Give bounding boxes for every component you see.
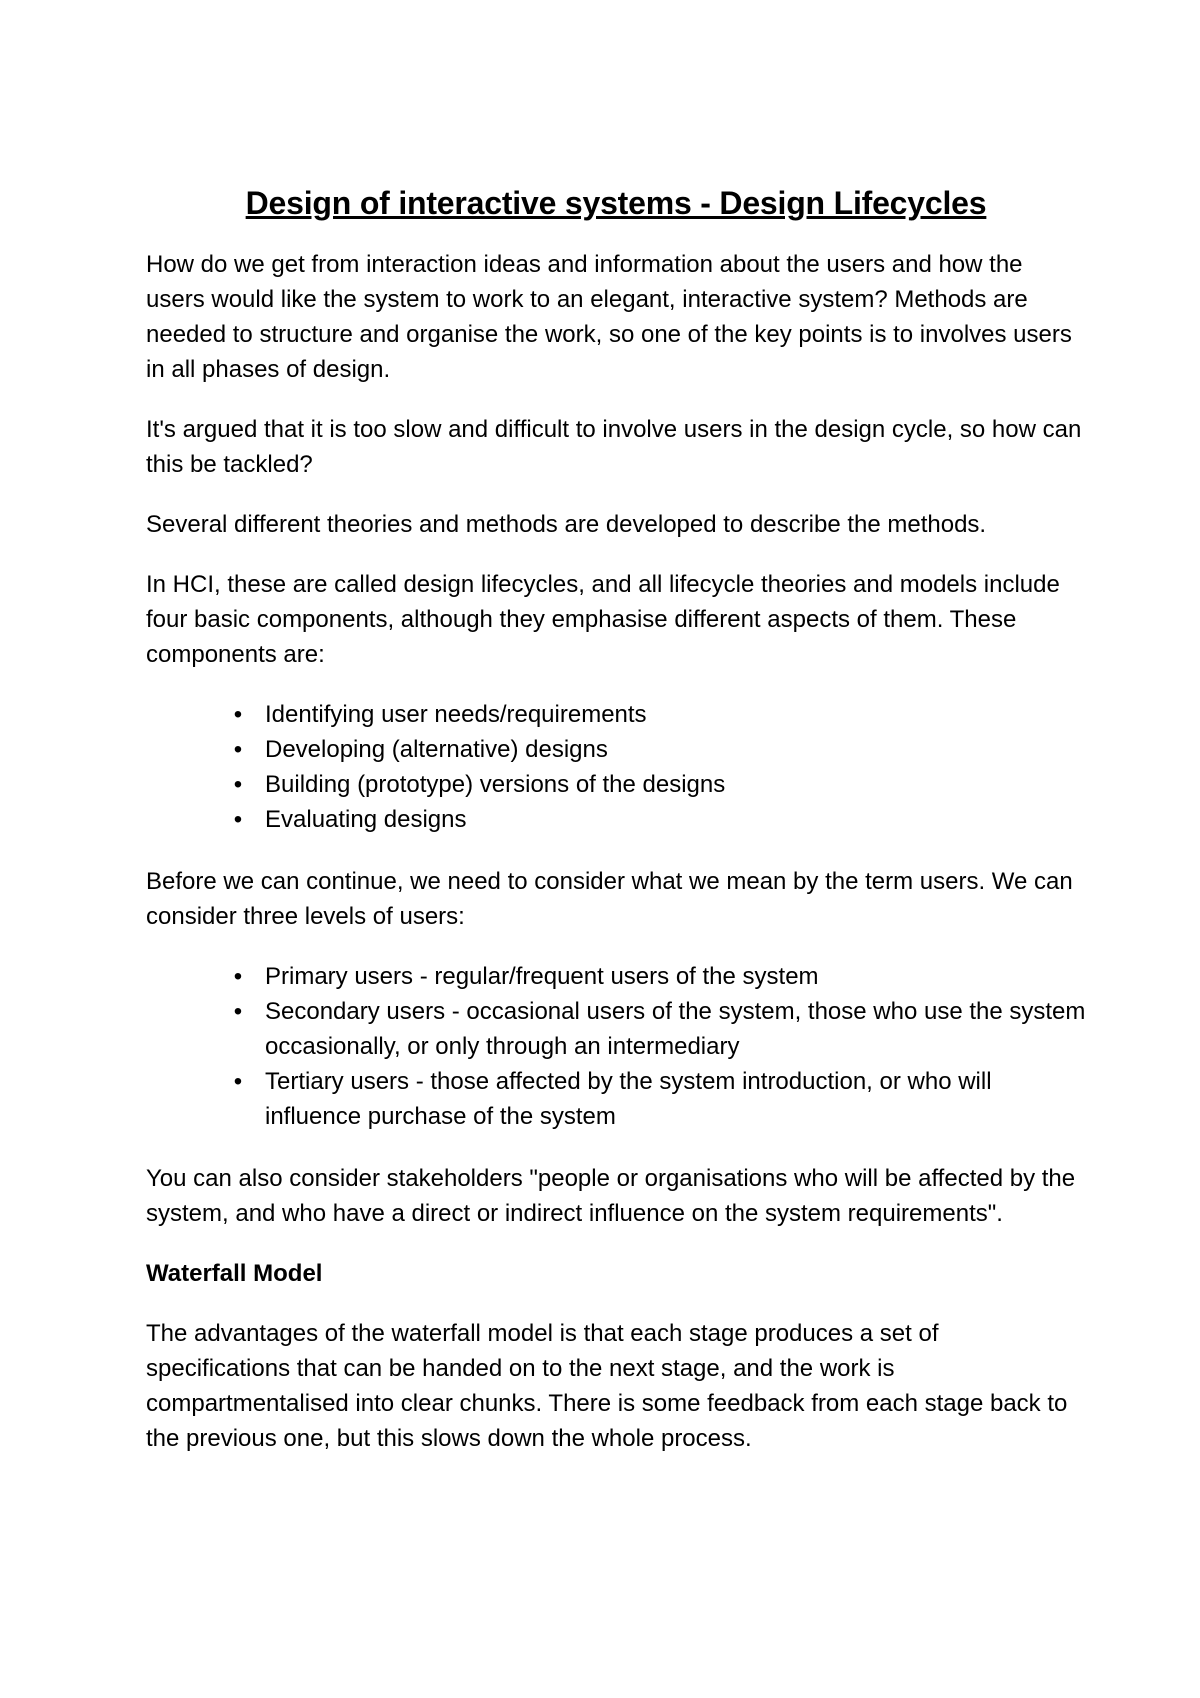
argued-paragraph: It's argued that it is too slow and difficult to involve users in the design cycle, so how can this be tackled?	[146, 416, 1082, 478]
list-item	[146, 732, 1086, 767]
list-item-text: Building (prototype) versions of the designs	[265, 771, 726, 798]
bullet-icon: •	[233, 806, 243, 833]
list-item-text: Secondary users - occasional users of the system, those who use the system occasionally, or only through an intermediary	[265, 998, 1086, 1060]
bullet-icon: •	[233, 998, 243, 1025]
hci-paragraph: In HCI, these are called design lifecycles, and all lifecycle theories and models include four basic components, although they emphasise different aspects of them. These components are:	[146, 571, 1060, 668]
stakeholders-paragraph: You can also consider stakeholders "people or organisations who will be affected by the system, and who have a direct or indirect influence on the system requirements".	[146, 1165, 1076, 1227]
list-item	[146, 1064, 1086, 1134]
list-item	[146, 802, 1086, 837]
list-item-text: Primary users - regular/frequent users of the system	[265, 963, 819, 990]
bullet-icon: •	[233, 963, 243, 990]
waterfall-paragraph: The advantages of the waterfall model is that each stage produces a set of specifications that can be handed on to the next stage, and the work is compartmentalised into clear chunks. There is some feedback from each stage back to the previous one, but this slows down the whole process.	[146, 1320, 1068, 1452]
user-levels-list	[146, 959, 1086, 1134]
list-item-text: Tertiary users - those affected by the system introduction, or who will influence purchase of the system	[265, 1068, 992, 1130]
list-item-text: Identifying user needs/requirements	[265, 701, 647, 728]
list-item-text: Developing (alternative) designs	[265, 736, 608, 763]
intro-paragraph: How do we get from interaction ideas and information about the users and how the users would like the system to work to an elegant, interactive system? Methods are needed to structure and organise the work, so one of the key points is to involves users in all phases of design.	[146, 251, 1072, 383]
list-item	[146, 767, 1086, 802]
waterfall-heading: Waterfall Model	[146, 1260, 323, 1287]
bullet-icon: •	[233, 701, 243, 728]
list-item	[146, 697, 1086, 732]
document-body	[146, 183, 1086, 1481]
bullet-icon: •	[233, 736, 243, 763]
list-item-text: Evaluating designs	[265, 806, 467, 833]
bullet-icon: •	[233, 1068, 243, 1095]
list-item	[146, 994, 1086, 1064]
page-title: Design of interactive systems - Design Lifecycles	[245, 185, 987, 221]
list-item	[146, 959, 1086, 994]
components-list	[146, 697, 1086, 837]
users-intro-paragraph: Before we can continue, we need to consider what we mean by the term users. We can consider three levels of users:	[146, 868, 1073, 930]
theories-paragraph: Several different theories and methods are developed to describe the methods.	[146, 511, 987, 538]
bullet-icon: •	[233, 771, 243, 798]
